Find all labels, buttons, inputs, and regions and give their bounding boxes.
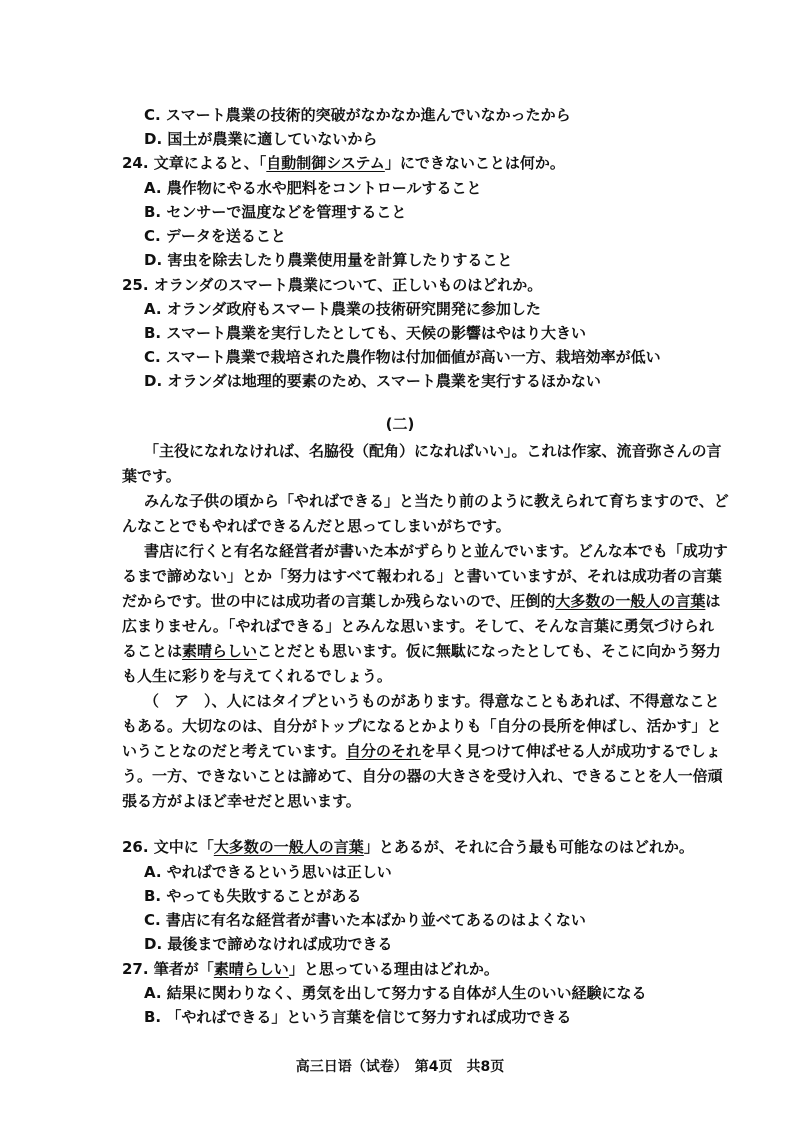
passage-line	[122, 640, 721, 662]
q23-option-c: C. スマート農業の技術的突破がなかなか進んでいなかったから	[144, 106, 571, 124]
q24-option-a: A. 農作物にやる水や肥料をコントロールすること	[144, 179, 482, 197]
q27-underlined-term: 素晴らしい	[213, 960, 289, 978]
passage-line: 葉です。	[122, 467, 181, 485]
q26-option-c: C. 書店に有名な経営者が書いた本ばかり並べてあるのはよくない	[144, 911, 586, 929]
q24-option-c: C. データを送ること	[144, 227, 286, 245]
q27-stem-pre: 27. 筆者が「	[122, 960, 214, 978]
underlined-phrase-wonderful: 素晴らしい	[182, 642, 258, 660]
q27-option-b: B. 「やればできる」という言葉を信じて努力すれば成功できる	[144, 1008, 572, 1026]
q25-option-b: B. スマート農業を実行したとしても、天候の影響はやはり大きい	[144, 324, 587, 342]
q25-option-a: A. オランダ政府もスマート農業の技術研究開発に参加した	[144, 300, 541, 318]
q25-option-c: C. スマート農業で栽培された農作物は付加価値が高い一方、栽培効率が低い	[144, 348, 661, 366]
passage-text: だからです。世の中には成功者の言葉しか残らないので、圧倒的	[122, 592, 556, 610]
q24-stem-pre: 24. 文章によると、「	[122, 154, 267, 172]
q26-stem-post: 」とあるが、それに合う最も可能なのはどれか。	[363, 838, 694, 856]
passage-line	[122, 740, 721, 762]
q24-stem-post: 」にできないことは何か。	[384, 154, 565, 172]
q27-stem-post: 」と思っている理由はどれか。	[288, 960, 499, 978]
passage-line	[122, 590, 721, 612]
q26-option-d: D. 最後まで諦めなければ成功できる	[144, 935, 393, 953]
passage-text: いうことなのだと考えています。	[122, 742, 346, 760]
passage-text: ことだとも思います。仮に無駄になったとしても、そこに向かう努力	[257, 642, 721, 660]
passage-text: は	[705, 592, 721, 610]
q26-option-a: A. やればできるという思いは正しい	[144, 863, 392, 881]
page-footer: 高三日语（试卷） 第4页 共8页	[295, 1059, 505, 1075]
passage-line: 書店に行くと有名な経営者が書いた本がずらりと並んでいます。どんな本でも「成功す	[144, 542, 728, 560]
q24-stem	[122, 152, 565, 174]
q25-stem: 25. オランダのスマート農業について、正しいものはどれか。	[122, 276, 543, 294]
q27-stem	[122, 958, 499, 980]
q26-stem-pre: 26. 文中に「	[122, 838, 214, 856]
section-title: (二)	[385, 415, 415, 433]
passage-line: （ ア ）、人にはタイプというものがあります。得意なこともあれば、不得意なこと	[144, 692, 720, 710]
q26-option-b: B. やっても失敗することがある	[144, 887, 362, 905]
passage-line: んなことでもやればできるんだと思ってしまいがちです。	[122, 517, 511, 535]
passage-line: るまで諦めない」とか「努力はすべて報われる」と書いていますが、それは成功者の言葉	[122, 567, 722, 585]
q25-option-d: D. オランダは地理的要素のため、スマート農業を実行するほかない	[144, 372, 601, 390]
q24-underlined-term: 自動制御システム	[266, 154, 385, 172]
passage-text: を早く見つけて伸ばせる人が成功するでしょ	[420, 742, 721, 760]
q26-underlined-term: 大多数の一般人の言葉	[213, 838, 364, 856]
passage-line: う。一方、できないことは諦めて、自分の器の大きさを受け入れ、できることを人一倍頑	[122, 767, 723, 785]
passage-line: 広まりません。「やればできる」とみんな思います。そして、そんな言葉に勇気づけられ	[122, 617, 714, 635]
passage-line: もある。大切なのは、自分がトップになるとかよりも「自分の長所を伸ばし、活かす」と	[122, 717, 722, 735]
passage-text: ることは	[122, 642, 183, 660]
passage-line: も人生に彩りを与えてくれるでしょう。	[122, 667, 392, 685]
q24-option-d: D. 害虫を除去したり農業使用量を計算したりすること	[144, 251, 513, 269]
q27-option-a: A. 結果に関わりなく、勇気を出して努力する自体が人生のいい経験になる	[144, 984, 647, 1002]
q26-stem	[122, 836, 694, 858]
passage-line: 「主役になれなければ、名脇役（配角）になればいい」。これは作家、流音弥さんの言	[144, 442, 722, 460]
q23-option-d: D. 国土が農業に適していないから	[144, 130, 378, 148]
underlined-phrase-majority: 大多数の一般人の言葉	[555, 592, 706, 610]
passage-line: みんな子供の頃から「やればできる」と当たり前のように教えられて育ちますので、ど	[144, 492, 729, 510]
passage-line: 張る方がよほど幸せだと思います。	[122, 792, 361, 810]
underlined-phrase-self: 自分のそれ	[345, 742, 421, 760]
q24-option-b: B. センサーで温度などを管理すること	[144, 203, 407, 221]
